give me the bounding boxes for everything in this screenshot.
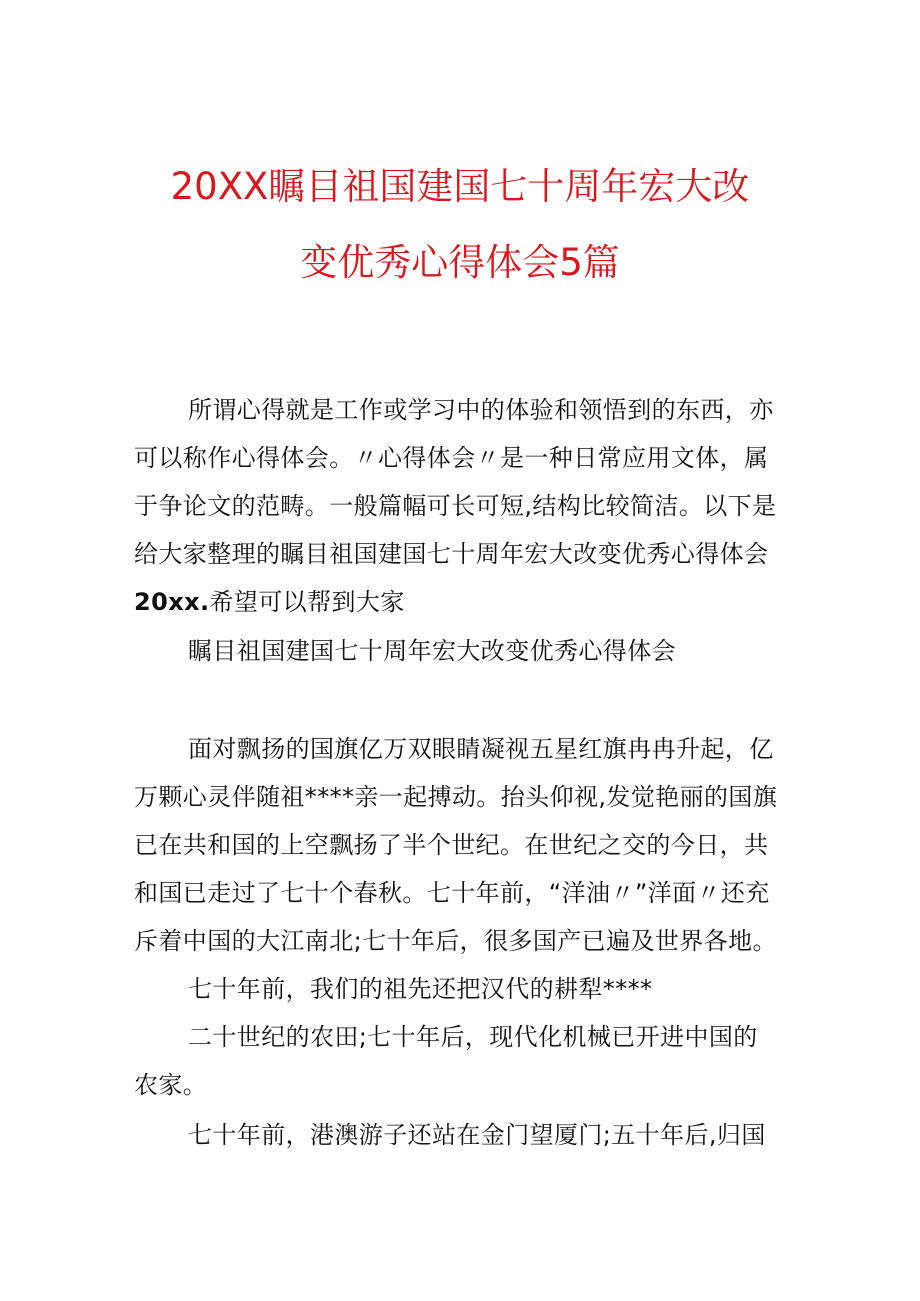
body-line-1: 面对飘扬的国旗亿万双眼睛凝视五星红旗冉冉升起，亿 [188, 735, 774, 763]
intro-line-1: 所谓心得就是工作或学习中的体验和领悟到的东西，亦 [188, 396, 774, 424]
body-line-6: 七十年前，我们的祖先还把汉代的耕犁**** [188, 975, 653, 1003]
intro-closing-text: 希望可以帮到大家 [209, 588, 405, 616]
body-line-2: 万颗心灵伴随祖****亲一起搏动。抬头仰视,发觉艳丽的国旗 [134, 783, 778, 811]
intro-line-2: 可以称作心得体会。〃心得体会〃是一种日常应用文体，属 [134, 444, 769, 472]
body-line-4: 和国已走过了七十个春秋。七十年前，“洋油〃”洋面〃还充 [134, 879, 770, 907]
section-heading: 瞩目祖国建国七十周年宏大改变优秀心得体会 [188, 637, 676, 665]
intro-line-5 [134, 587, 405, 617]
intro-year-text: 20xx. [134, 588, 210, 616]
document-title-line-2: 变优秀心得体会5篇 [300, 241, 620, 284]
body-line-7: 二十世纪的农田;七十年后，现代化机械已开进中国的 [188, 1023, 758, 1051]
body-line-3: 已在共和国的上空飘扬了半个世纪。在世纪之交的今日，共 [134, 831, 769, 859]
body-line-8: 农家。 [134, 1071, 208, 1099]
body-line-9: 七十年前，港澳游子还站在金门望厦门;五十年后,归国 [188, 1121, 766, 1149]
intro-line-3: 于争论文的范畴。一般篇幅可长可短,结构比较简洁。以下是 [134, 492, 777, 520]
body-line-5: 斥着中国的大江南北;七十年后，很多国产已遍及世界各地。 [134, 927, 777, 955]
intro-line-4: 给大家整理的瞩目祖国建国七十周年宏大改变优秀心得体会 [134, 540, 769, 568]
document-title-line-1: 20XX瞩目祖国建国七十周年宏大改 [170, 165, 750, 208]
